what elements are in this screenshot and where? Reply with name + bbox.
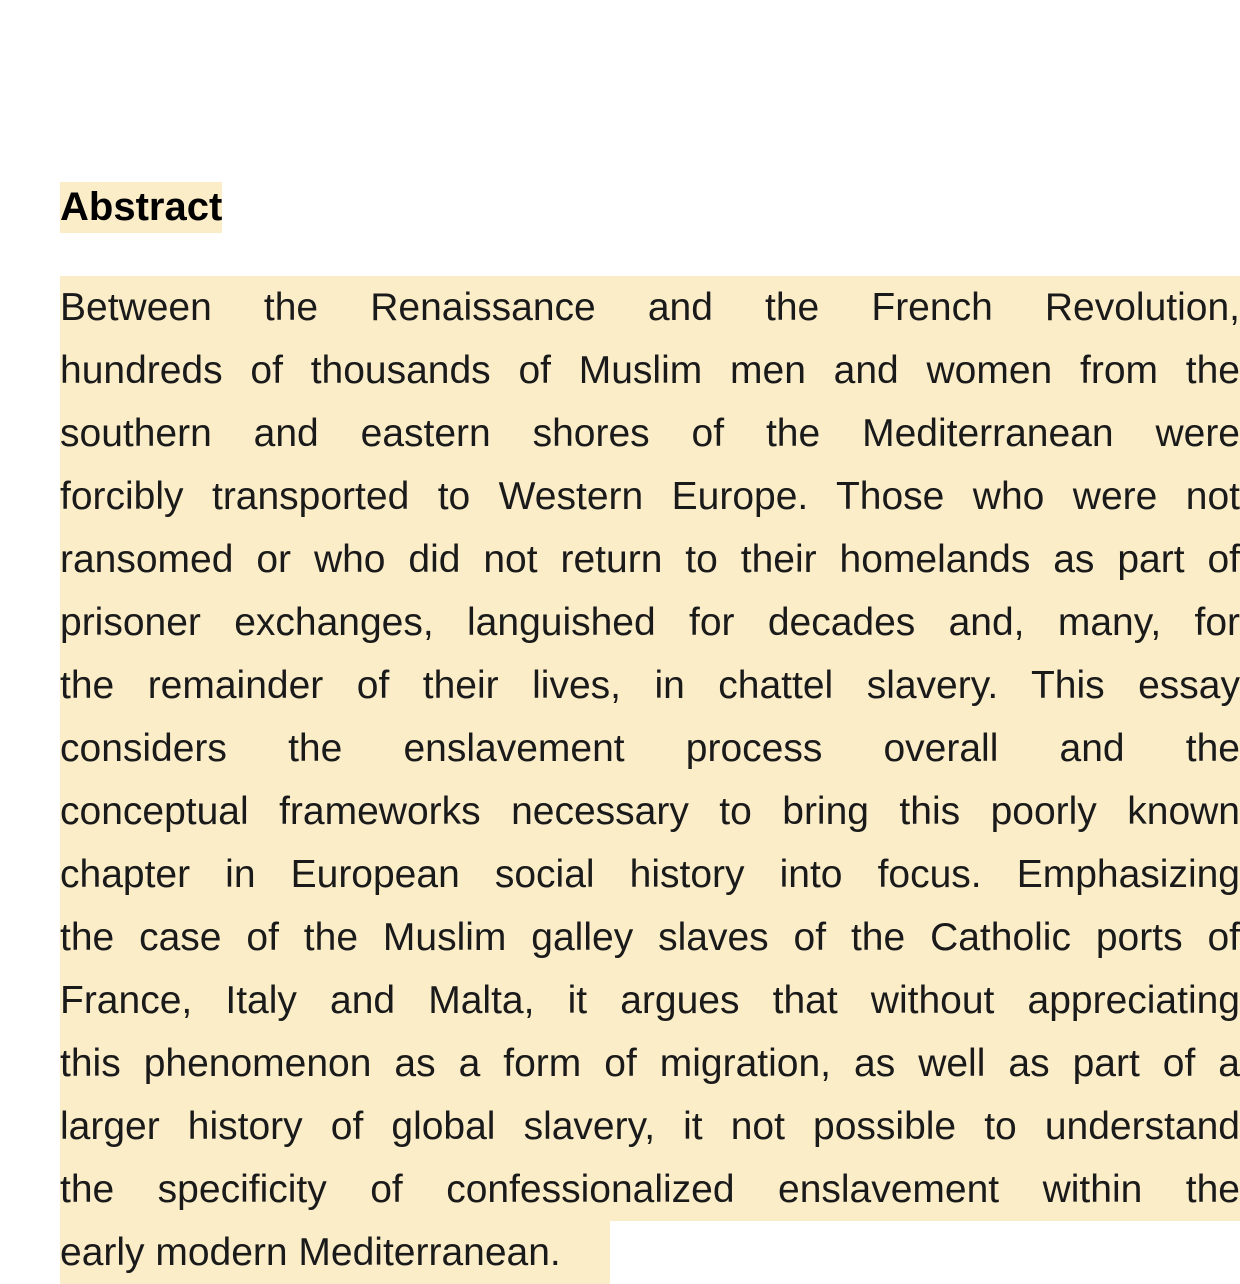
abstract-line: early modern Mediterranean. bbox=[60, 1221, 610, 1284]
abstract-line: ransomed or who did not return to their homelands as part of bbox=[60, 528, 1240, 591]
abstract-line: prisoner exchanges, languished for decades and, many, for bbox=[60, 591, 1240, 654]
abstract-line: larger history of global slavery, it not possible to understand bbox=[60, 1095, 1240, 1158]
abstract-line: southern and eastern shores of the Mediterranean were bbox=[60, 402, 1240, 465]
abstract-body bbox=[60, 276, 1240, 1274]
abstract-line: the specificity of confessionalized enslavement within the bbox=[60, 1158, 1240, 1221]
abstract-line: France, Italy and Malta, it argues that without appreciating bbox=[60, 969, 1240, 1032]
abstract-line: Between the Renaissance and the French Revolution, bbox=[60, 276, 1240, 339]
abstract-heading: Abstract bbox=[60, 182, 222, 233]
abstract-line: this phenomenon as a form of migration, as well as part of a bbox=[60, 1032, 1240, 1095]
abstract-line: the case of the Muslim galley slaves of the Catholic ports of bbox=[60, 906, 1240, 969]
abstract-line: hundreds of thousands of Muslim men and women from the bbox=[60, 339, 1240, 402]
abstract-line: forcibly transported to Western Europe. Those who were not bbox=[60, 465, 1240, 528]
abstract-line: considers the enslavement process overall and the bbox=[60, 717, 1240, 780]
abstract-line: chapter in European social history into focus. Emphasizing bbox=[60, 843, 1240, 906]
abstract-line: conceptual frameworks necessary to bring this poorly known bbox=[60, 780, 1240, 843]
abstract-line: the remainder of their lives, in chattel slavery. This essay bbox=[60, 654, 1240, 717]
